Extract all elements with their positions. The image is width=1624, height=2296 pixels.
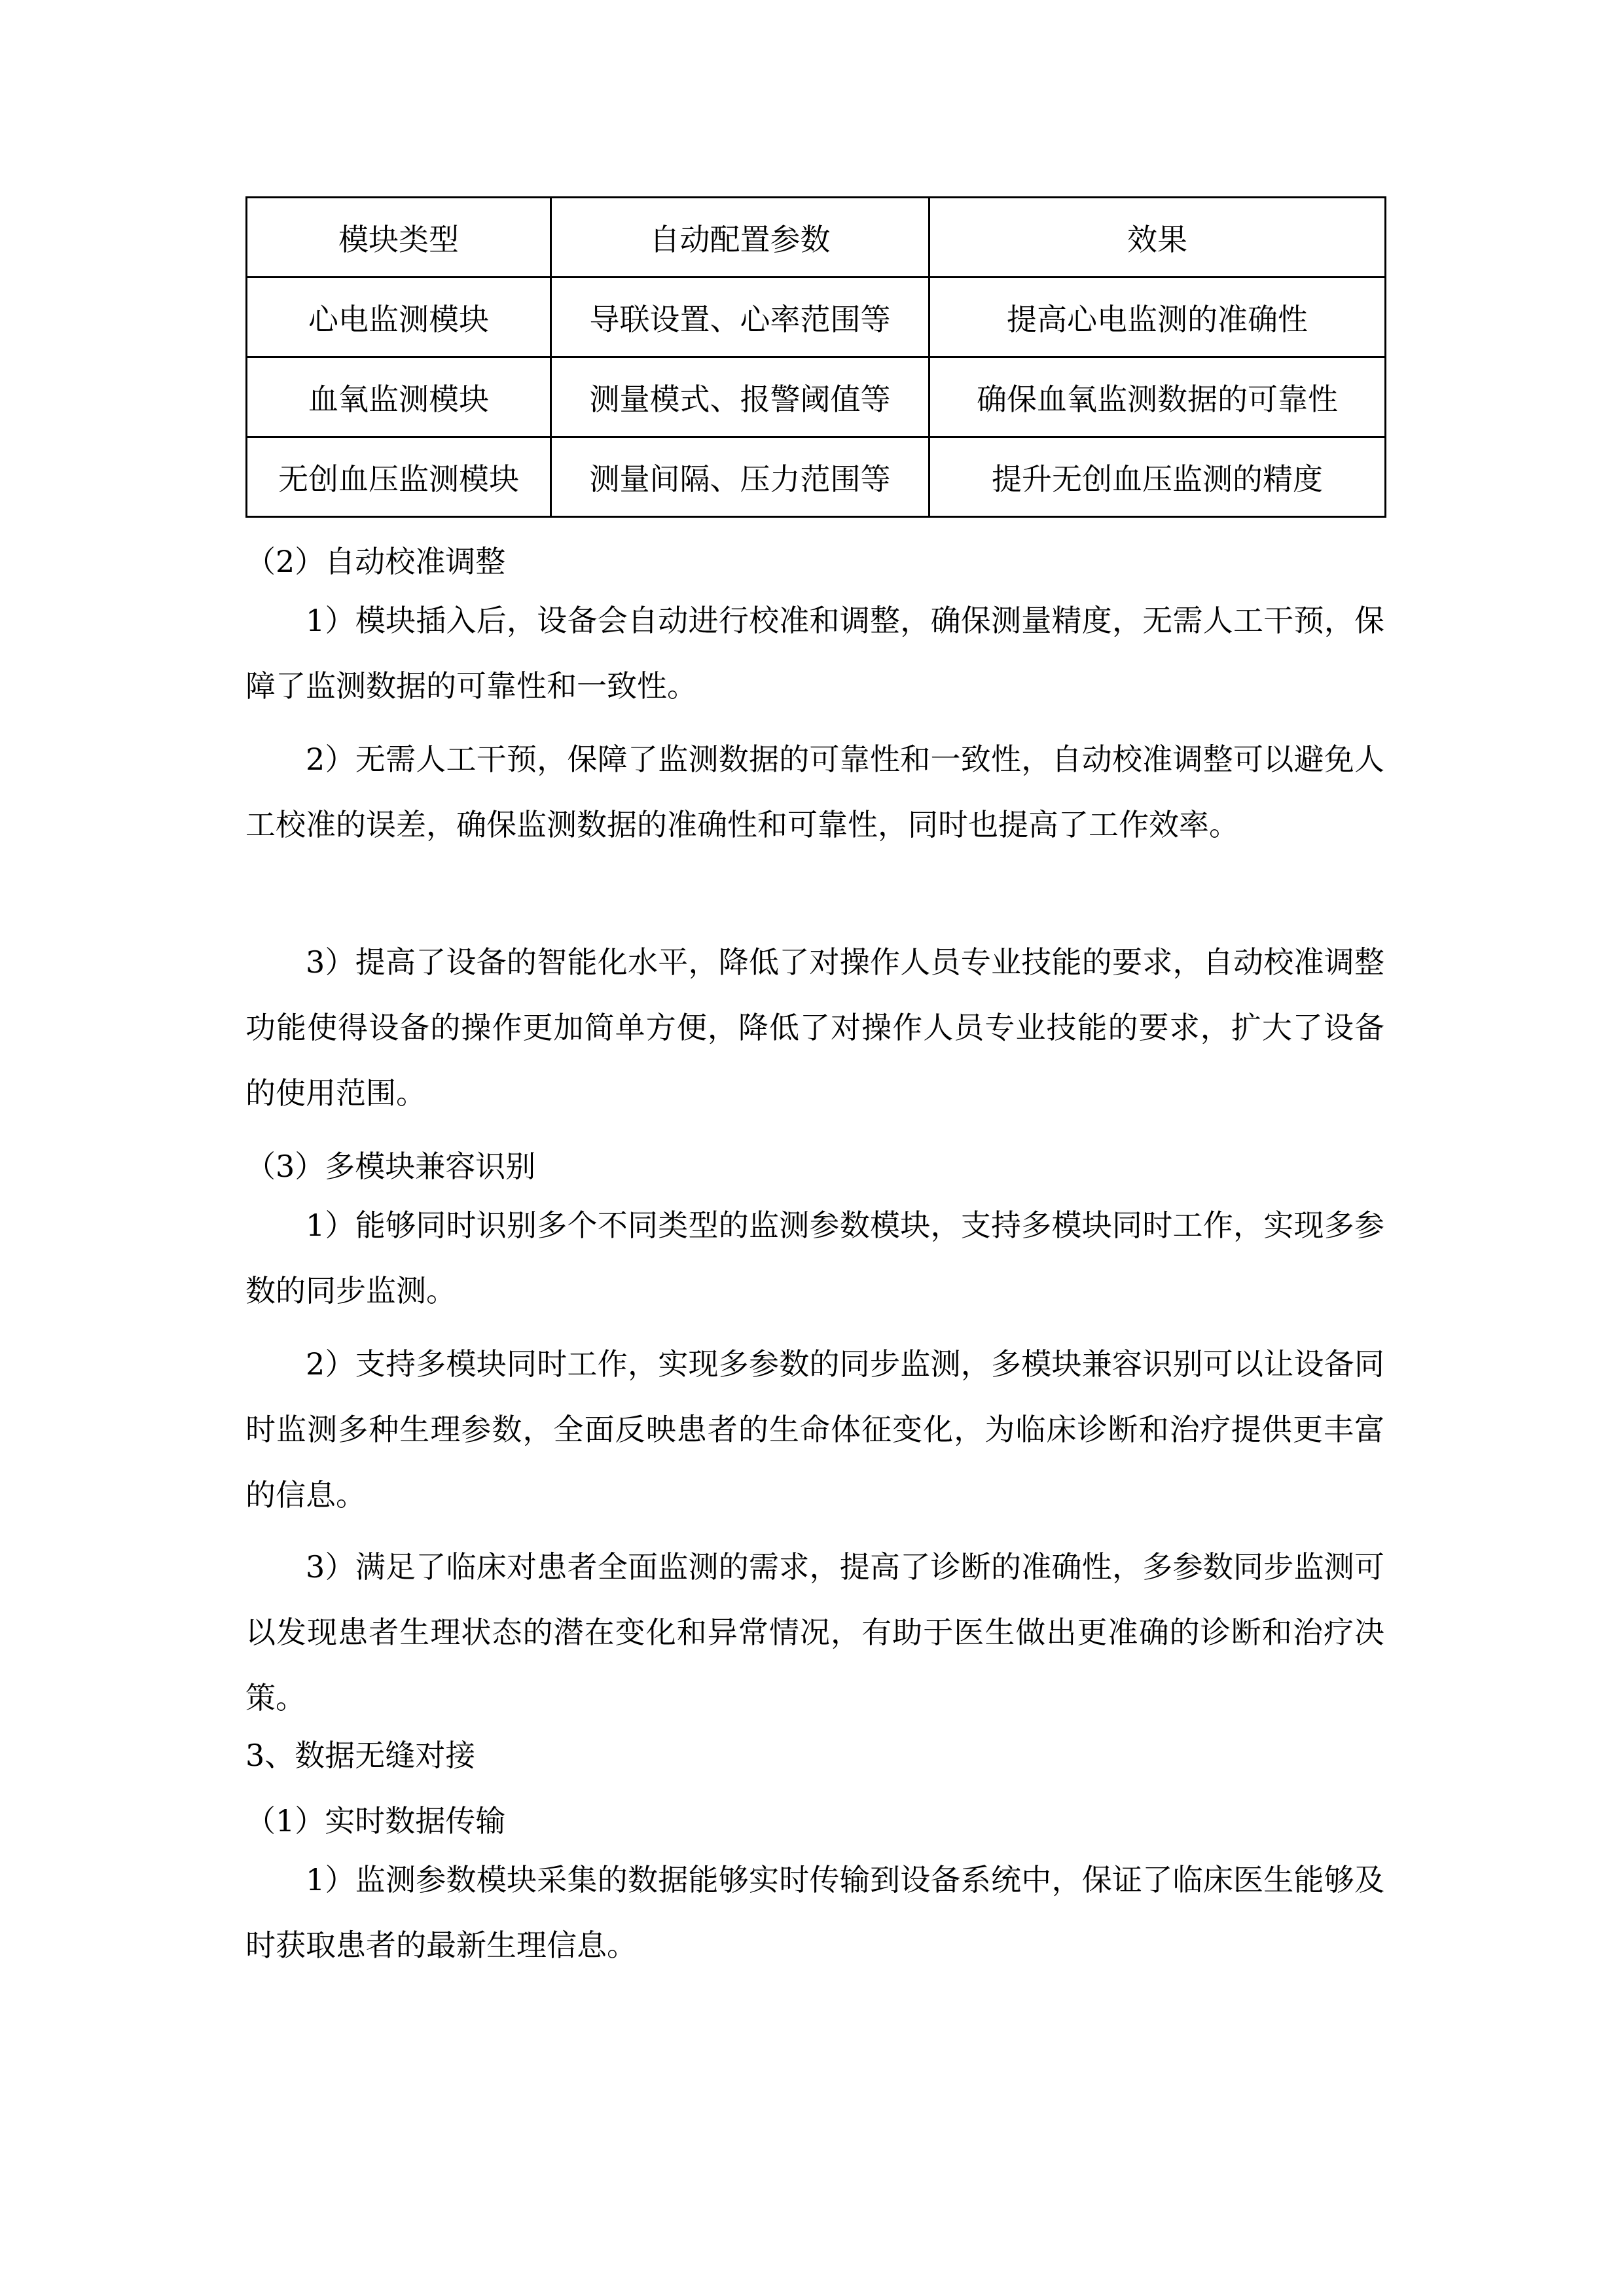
- table-cell: 测量间隔、压力范围等: [551, 437, 929, 517]
- table-cell: 导联设置、心率范围等: [551, 278, 929, 357]
- table-cell: 测量模式、报警阈值等: [551, 357, 929, 437]
- subsection-heading-realtime-transfer: （1）实时数据传输: [245, 1803, 506, 1839]
- table-row: [247, 278, 1386, 357]
- table-cell: 血氧监测模块: [247, 357, 551, 437]
- section-heading-data-docking: 3、数据无缝对接: [245, 1738, 476, 1773]
- table-row: [247, 437, 1386, 517]
- table-header-row: [247, 198, 1386, 278]
- table-header-cell: 模块类型: [247, 198, 551, 278]
- paragraph: 1）监测参数模块采集的数据能够实时传输到设备系统中，保证了临床医生能够及时获取患者的最新生理信息。: [245, 1862, 1384, 1963]
- table-header-cell: 效果: [929, 198, 1386, 278]
- table-row: [247, 357, 1386, 437]
- table-header-cell: 自动配置参数: [551, 198, 929, 278]
- paragraph: 3）提高了设备的智能化水平，降低了对操作人员专业技能的要求，自动校准调整功能使得设备的操作更加简单方便，降低了对操作人员专业技能的要求，扩大了设备的使用范围。: [245, 944, 1384, 1111]
- paragraph: 2）支持多模块同时工作，实现多参数的同步监测，多模块兼容识别可以让设备同时监测多种生理参数，全面反映患者的生命体征变化，为临床诊断和治疗提供更丰富的信息。: [245, 1346, 1384, 1513]
- paragraph: 2）无需人工干预，保障了监测数据的可靠性和一致性，自动校准调整可以避免人工校准的误差，确保监测数据的准确性和可靠性，同时也提高了工作效率。: [245, 742, 1384, 842]
- table-cell: 无创血压监测模块: [247, 437, 551, 517]
- table-cell: 心电监测模块: [247, 278, 551, 357]
- paragraph: 1）能够同时识别多个不同类型的监测参数模块，支持多模块同时工作，实现多参数的同步监测。: [245, 1208, 1384, 1308]
- paragraph: 1）模块插入后，设备会自动进行校准和调整，确保测量精度，无需人工干预，保障了监测数据的可靠性和一致性。: [245, 603, 1384, 704]
- table-cell: 提高心电监测的准确性: [929, 278, 1386, 357]
- table-cell: 确保血氧监测数据的可靠性: [929, 357, 1386, 437]
- section-heading-multi-module: （3）多模块兼容识别: [245, 1149, 536, 1184]
- paragraph: 3）满足了临床对患者全面监测的需求，提高了诊断的准确性，多参数同步监测可以发现患者生理状态的潜在变化和异常情况，有助于医生做出更准确的诊断和治疗决策。: [245, 1549, 1384, 1715]
- module-config-table: [245, 196, 1386, 518]
- section-heading-auto-calibration: （2）自动校准调整: [245, 544, 506, 579]
- table-cell: 提升无创血压监测的精度: [929, 437, 1386, 517]
